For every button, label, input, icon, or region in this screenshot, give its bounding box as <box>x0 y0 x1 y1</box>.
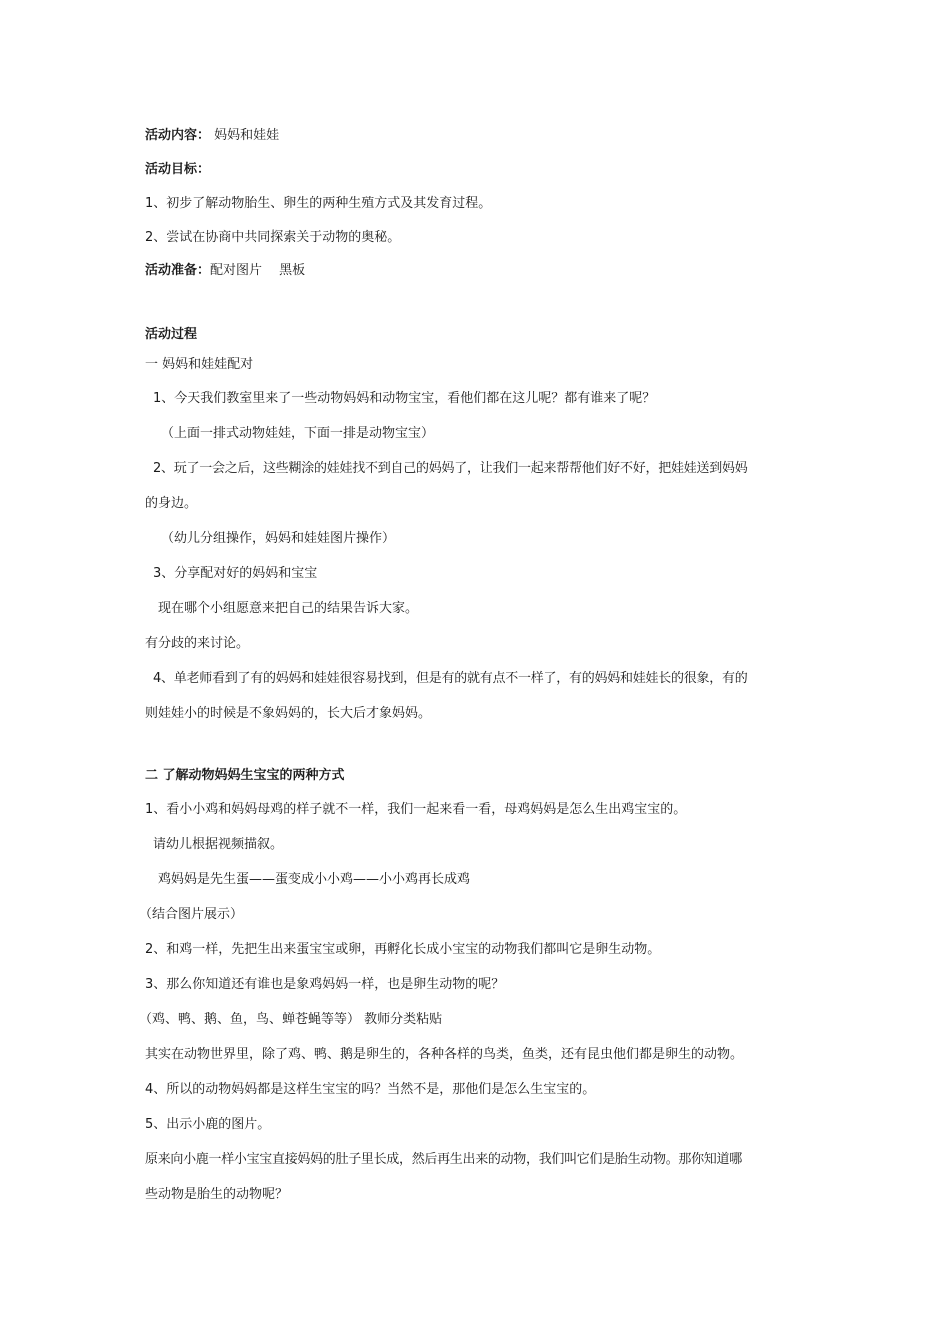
section2-line: 5、出示小鹿的图片。 <box>145 1117 271 1132</box>
section1-line: 2、玩了一会之后，这些糊涂的娃娃找不到自己的妈妈了，让我们一起来帮帮他们好不好，把娃娃送到妈妈 <box>153 461 748 476</box>
section1-line: 1、今天我们教室里来了一些动物妈妈和动物宝宝，看他们都在这儿呢？都有谁来了呢？ <box>153 391 656 406</box>
section2-line: 4、所以的动物妈妈都是这样生宝宝的吗？当然不是，那他们是怎么生宝宝的。 <box>145 1082 596 1097</box>
process-title: 活动过程 <box>145 327 198 342</box>
section1-line: 有分歧的来讨论。 <box>145 636 250 651</box>
section1-line: （幼儿分组操作，妈妈和娃娃图片操作） <box>161 531 396 546</box>
section1-line: （上面一排式动物娃娃，下面一排是动物宝宝） <box>161 426 435 441</box>
section2-line: 3、那么你知道还有谁也是象鸡妈妈一样，也是卵生动物的呢？ <box>145 977 505 992</box>
content-value: 妈妈和娃娃 <box>214 128 280 143</box>
section2-line: 些动物是胎生的动物呢？ <box>145 1187 289 1202</box>
section1-line: 现在哪个小组愿意来把自己的结果告诉大家。 <box>158 601 419 616</box>
section1-title: 一 妈妈和娃娃配对 <box>145 357 254 372</box>
section1-line: 则娃娃小的时候是不象妈妈的，长大后才象妈妈。 <box>145 706 432 721</box>
section2-line: 其实在动物世界里，除了鸡、鸭、鹅是卵生的，各种各样的鸟类，鱼类，还有昆虫他们都是卵生的动物。 <box>145 1047 744 1062</box>
section2-line: 请幼儿根据视频描叙。 <box>153 837 284 852</box>
content-line <box>145 127 279 145</box>
section2-title: 二 了解动物妈妈生宝宝的两种方式 <box>145 768 345 783</box>
section2-line: 鸡妈妈是先生蛋——蛋变成小小鸡——小小鸡再长成鸡 <box>158 872 471 887</box>
section2-line: 1、看小小鸡和妈妈母鸡的样子就不一样，我们一起来看一看，母鸡妈妈是怎么生出鸡宝宝的。 <box>145 802 687 817</box>
content-label: 活动内容： <box>145 128 211 143</box>
section2-line: 2、和鸡一样，先把生出来蛋宝宝或卵，再孵化长成小宝宝的动物我们都叫它是卵生动物。 <box>145 942 661 957</box>
goal-label: 活动目标： <box>145 162 211 177</box>
section2-line: （鸡、鸭、鹅、鱼，鸟、蝉苍蝇等等） 教师分类粘贴 <box>139 1012 443 1027</box>
prep-label: 活动准备： <box>145 263 211 278</box>
section1-line: 4、单老师看到了有的妈妈和娃娃很容易找到，但是有的就有点不一样了，有的妈妈和娃娃长的很象，有的 <box>153 671 748 686</box>
goal-item: 2、尝试在协商中共同探索关于动物的奥秘。 <box>145 230 401 245</box>
prep-value: 配对图片 黑板 <box>210 263 306 278</box>
section2-line: （结合图片展示） <box>139 907 244 922</box>
section1-line: 3、分享配对好的妈妈和宝宝 <box>153 566 318 581</box>
section1-line: 的身边。 <box>145 496 198 511</box>
goal-item: 1、初步了解动物胎生、卵生的两种生殖方式及其发育过程。 <box>145 196 492 211</box>
section2-line: 原来向小鹿一样小宝宝直接妈妈的肚子里长成，然后再生出来的动物，我们叫它们是胎生动物。那你知道哪 <box>145 1152 742 1167</box>
prep-line <box>145 262 305 280</box>
